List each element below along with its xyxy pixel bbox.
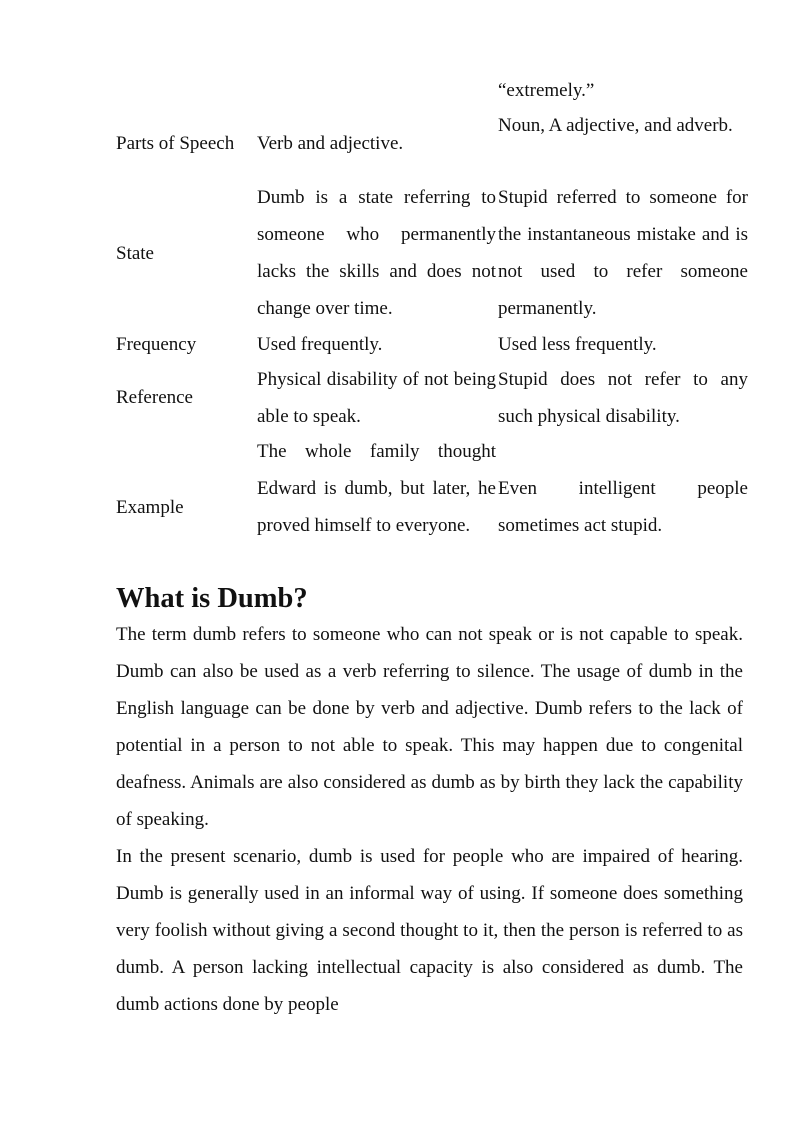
paragraph-1: The term dumb refers to someone who can not speak or is not capable to speak. Dumb can also be used as a verb referring to silence. The usage of dumb in the English language can be done by verb and adjective. Dumb refers to the lack of potential in a person to not able to speak. This may happen due to congenital deafness. Animals are also considered as dumb as by birth they lack the capability of speaking. (116, 624, 743, 830)
table-continuation-text: “extremely.” (498, 80, 595, 101)
row-label-example: Example (116, 497, 184, 518)
row-label-parts-of-speech: Parts of Speech (116, 133, 235, 154)
paragraph-2: In the present scenario, dumb is used for people who are impaired of hearing. Dumb is generally used in an informal way of using. If someone does something very foolish without giving a second thought to it, then the person is referred to as dumb. A person lacking intellectual capacity is also considered as dumb. The dumb actions done by people (116, 846, 743, 1015)
dumb-reference: Physical disability of not being able to speak. (257, 369, 496, 427)
dumb-state: Dumb is a state referring to someone who permanently lacks the skills and does not change over time. (257, 187, 496, 319)
stupid-parts-of-speech: Noun, A adjective, and adverb. (498, 115, 733, 136)
row-label-state: State (116, 243, 154, 264)
stupid-state: Stupid referred to someone for the instantaneous mistake and is not used to refer someone permanently. (498, 187, 748, 319)
section-heading: What is Dumb? (116, 583, 308, 614)
dumb-parts-of-speech: Verb and adjective. (257, 133, 404, 154)
row-label-reference: Reference (116, 387, 193, 408)
stupid-reference: Stupid does not refer to any such physical disability. (498, 369, 748, 427)
row-label-frequency: Frequency (116, 334, 197, 355)
stupid-frequency: Used less frequently. (498, 334, 657, 355)
dumb-example: The whole family thought Edward is dumb, but later, he proved himself to everyone. (257, 441, 496, 536)
stupid-example: Even intelligent people sometimes act stupid. (498, 478, 748, 536)
dumb-frequency: Used frequently. (257, 334, 383, 355)
